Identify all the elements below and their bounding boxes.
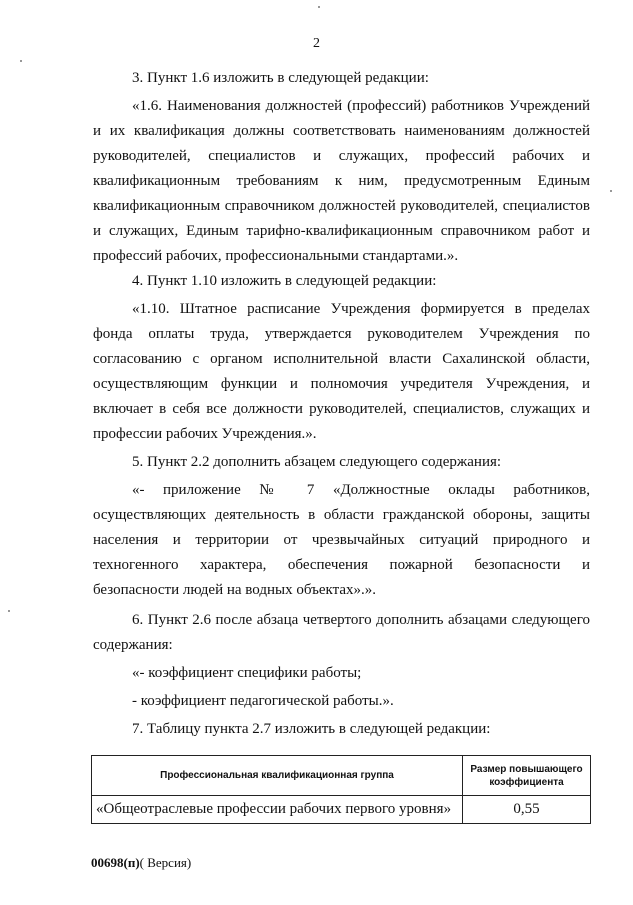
- scan-speck: [610, 190, 612, 192]
- document-body: [93, 66, 590, 742]
- document-code: 00698(п): [91, 855, 140, 870]
- scan-speck: [318, 6, 320, 8]
- scan-speck: [20, 60, 22, 62]
- scan-speck: [8, 610, 10, 612]
- table-cell-value: 0,55: [463, 796, 591, 824]
- paragraph-appendix-7-text: «- приложение № 7 «Должностные оклады работников, осуществляющих деятельность в области гражданской обороны, защиты населения и территории от чрезвычайных ситуаций природного и техногенного характера, обеспечения пожарной безопасности и безопасности людей на водных объектах».».: [93, 482, 590, 598]
- paragraph-item-1-6-text: «1.6. Наименования должностей (профессий) работников Учреждений и их квалификация должны соответствовать наименованиям должностей руководителей, специалистов и служащих, профессий рабочих и квалификационным требованиям к ним, предусмотренным Единым квалификационным справочником должностей руководителей, специалистов и служащих, Единым тарифно-квалификационным справочником работ и профессий рабочих, профессиональными стандартами.».: [93, 98, 590, 264]
- paragraph-item-3-heading: 3. Пункт 1.6 изложить в следующей редакции:: [132, 70, 429, 86]
- coefficient-table: [91, 755, 591, 824]
- document-version-label: ( Версия): [139, 855, 192, 870]
- paragraph-coefficient-pedagogical: - коэффициент педагогической работы.».: [132, 693, 394, 709]
- table-header-coefficient: Размер повышающего коэффициента: [463, 756, 591, 796]
- paragraph-item-6-heading: 6. Пункт 2.6 после абзаца четвертого дополнить абзацами следующего содержания:: [93, 612, 590, 653]
- paragraph-coefficient-specifics: «- коэффициент специфики работы;: [132, 665, 362, 681]
- paragraph-item-4-heading: 4. Пункт 1.10 изложить в следующей редакции:: [132, 273, 437, 289]
- table-cell-group: «Общеотраслевые профессии рабочих первого уровня»: [92, 796, 463, 824]
- table-row: [92, 796, 591, 824]
- document-footer: [91, 855, 191, 871]
- table-header-group: Профессиональная квалификационная группа: [92, 756, 463, 796]
- table-header-row: [92, 756, 591, 796]
- paragraph-item-5-heading: 5. Пункт 2.2 дополнить абзацем следующего содержания:: [132, 454, 502, 470]
- paragraph-item-7-heading: 7. Таблицу пункта 2.7 изложить в следующей редакции:: [132, 721, 491, 737]
- page-number: 2: [313, 36, 320, 51]
- paragraph-item-1-10-text: «1.10. Штатное расписание Учреждения формируется в пределах фонда оплаты труда, утверждается руководителем Учреждения по согласованию с органом исполнительной власти Сахалинской области, осуществляющим функции и полномочия учредителя Учреждения, и включает в себя все должности руководителей, специалистов, служащих и профессии рабочих Учреждения.».: [93, 301, 590, 442]
